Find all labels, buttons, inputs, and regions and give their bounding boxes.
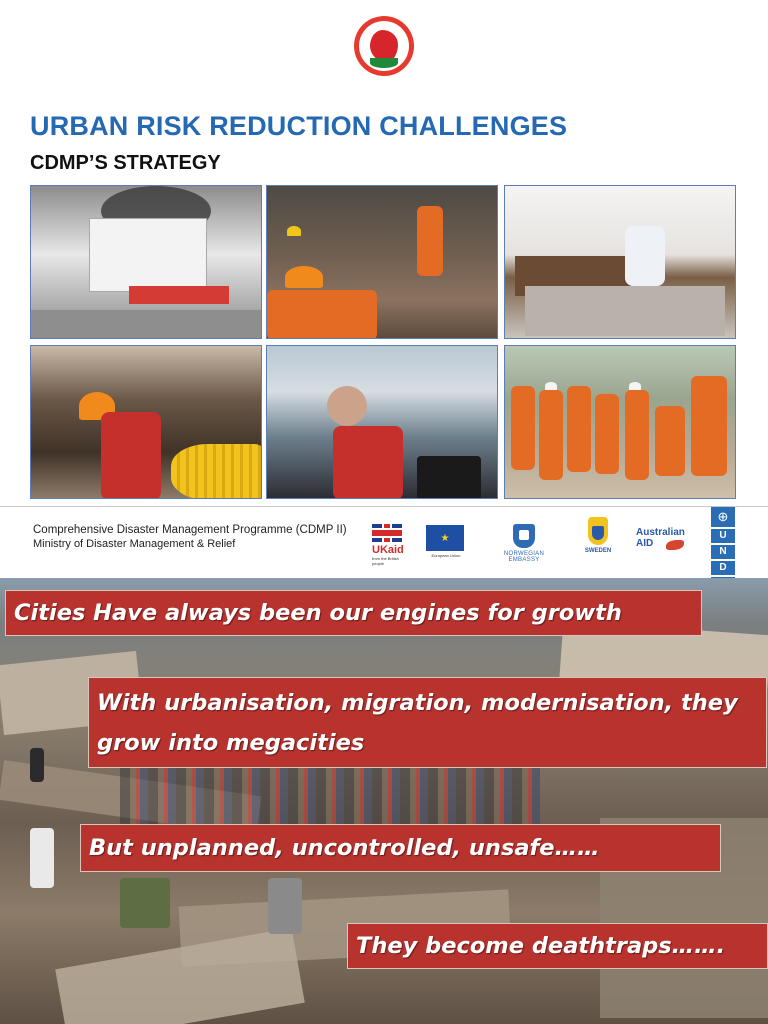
bangladesh-map-icon bbox=[370, 30, 398, 62]
sweden-logo bbox=[578, 517, 618, 554]
rescuer-in-hole-photo bbox=[30, 345, 262, 499]
worker-figure bbox=[417, 206, 443, 276]
yellow-duct bbox=[171, 444, 262, 499]
eu-logo bbox=[426, 525, 466, 558]
australian-aid-logo bbox=[636, 527, 696, 549]
rescuer-uniform bbox=[267, 290, 377, 339]
un-emblem-icon: ⊕ bbox=[711, 507, 735, 527]
ukaid-tagline: from the British people bbox=[372, 556, 399, 566]
emblem-ring bbox=[359, 21, 409, 71]
photo-grid bbox=[30, 185, 736, 500]
caption-megacities: With urbanisation, migration, modernisation, they grow into megacities bbox=[88, 677, 767, 768]
divider bbox=[0, 506, 768, 507]
page-title: URBAN RISK REDUCTION CHALLENGES bbox=[30, 111, 568, 141]
sweden-crest-icon bbox=[588, 517, 608, 545]
fire-truck bbox=[129, 286, 229, 304]
burning-building bbox=[89, 218, 207, 292]
sweden-wordmark: SWEDEN bbox=[584, 548, 612, 554]
government-emblem-icon bbox=[354, 16, 414, 76]
norwegian-embassy-logo bbox=[488, 524, 560, 563]
ausaid-word1: Australian bbox=[636, 527, 685, 538]
page-subtitle: CDMP’S STRATEGY bbox=[30, 152, 221, 174]
student bbox=[625, 226, 665, 286]
person bbox=[30, 828, 54, 888]
volunteer-helmet bbox=[545, 382, 557, 390]
volunteer-helmet bbox=[629, 382, 641, 390]
volunteer-group-photo bbox=[504, 345, 736, 499]
volunteer bbox=[595, 394, 619, 474]
rescuer-body bbox=[101, 412, 161, 499]
undp-letter-n: N bbox=[711, 545, 735, 559]
eu-caption: European Union bbox=[431, 553, 461, 558]
undp-letter-u: U bbox=[711, 529, 735, 543]
ministry-name: Ministry of Disaster Management & Relief bbox=[33, 538, 236, 550]
students-under-desks-photo bbox=[504, 185, 736, 339]
person bbox=[268, 878, 302, 934]
volunteer bbox=[625, 390, 649, 480]
rescue-team-rubble-photo bbox=[266, 185, 498, 339]
eu-flag-icon: ★ bbox=[426, 525, 464, 551]
person bbox=[120, 878, 170, 928]
person bbox=[30, 748, 44, 782]
volunteer bbox=[691, 376, 727, 476]
volunteer bbox=[539, 390, 563, 480]
norway-crest-icon bbox=[513, 524, 535, 548]
camera-phone bbox=[417, 456, 481, 499]
norwegian-embassy-wordmark: NORWEGIAN EMBASSY bbox=[503, 551, 545, 563]
ukaid-wordmark: UKaid bbox=[372, 544, 404, 556]
undp-letter-d: D bbox=[711, 561, 735, 575]
volunteer bbox=[655, 406, 685, 476]
uk-flag-icon bbox=[372, 524, 402, 542]
programme-name: Comprehensive Disaster Management Programme (CDMP II) bbox=[33, 524, 347, 536]
worker-helmet bbox=[287, 226, 301, 236]
disaster-scene-photo bbox=[0, 578, 768, 1024]
volunteer bbox=[511, 386, 535, 470]
rescuer-face bbox=[327, 386, 367, 426]
rescuer-helmet bbox=[285, 266, 323, 288]
classroom-floor bbox=[525, 286, 725, 336]
volunteer bbox=[567, 386, 591, 472]
ukaid-logo bbox=[372, 524, 404, 566]
rescuer-shirt bbox=[333, 426, 403, 499]
building-fire-photo bbox=[30, 185, 262, 339]
caption-deathtraps: They become deathtraps……. bbox=[347, 923, 768, 969]
street bbox=[31, 310, 261, 338]
survivor-rescue-photo bbox=[266, 345, 498, 499]
ausaid-word2: AID bbox=[636, 538, 654, 549]
caption-growth: Cities Have always been our engines for growth bbox=[5, 590, 702, 636]
caption-unplanned: But unplanned, uncontrolled, unsafe…… bbox=[80, 824, 721, 872]
